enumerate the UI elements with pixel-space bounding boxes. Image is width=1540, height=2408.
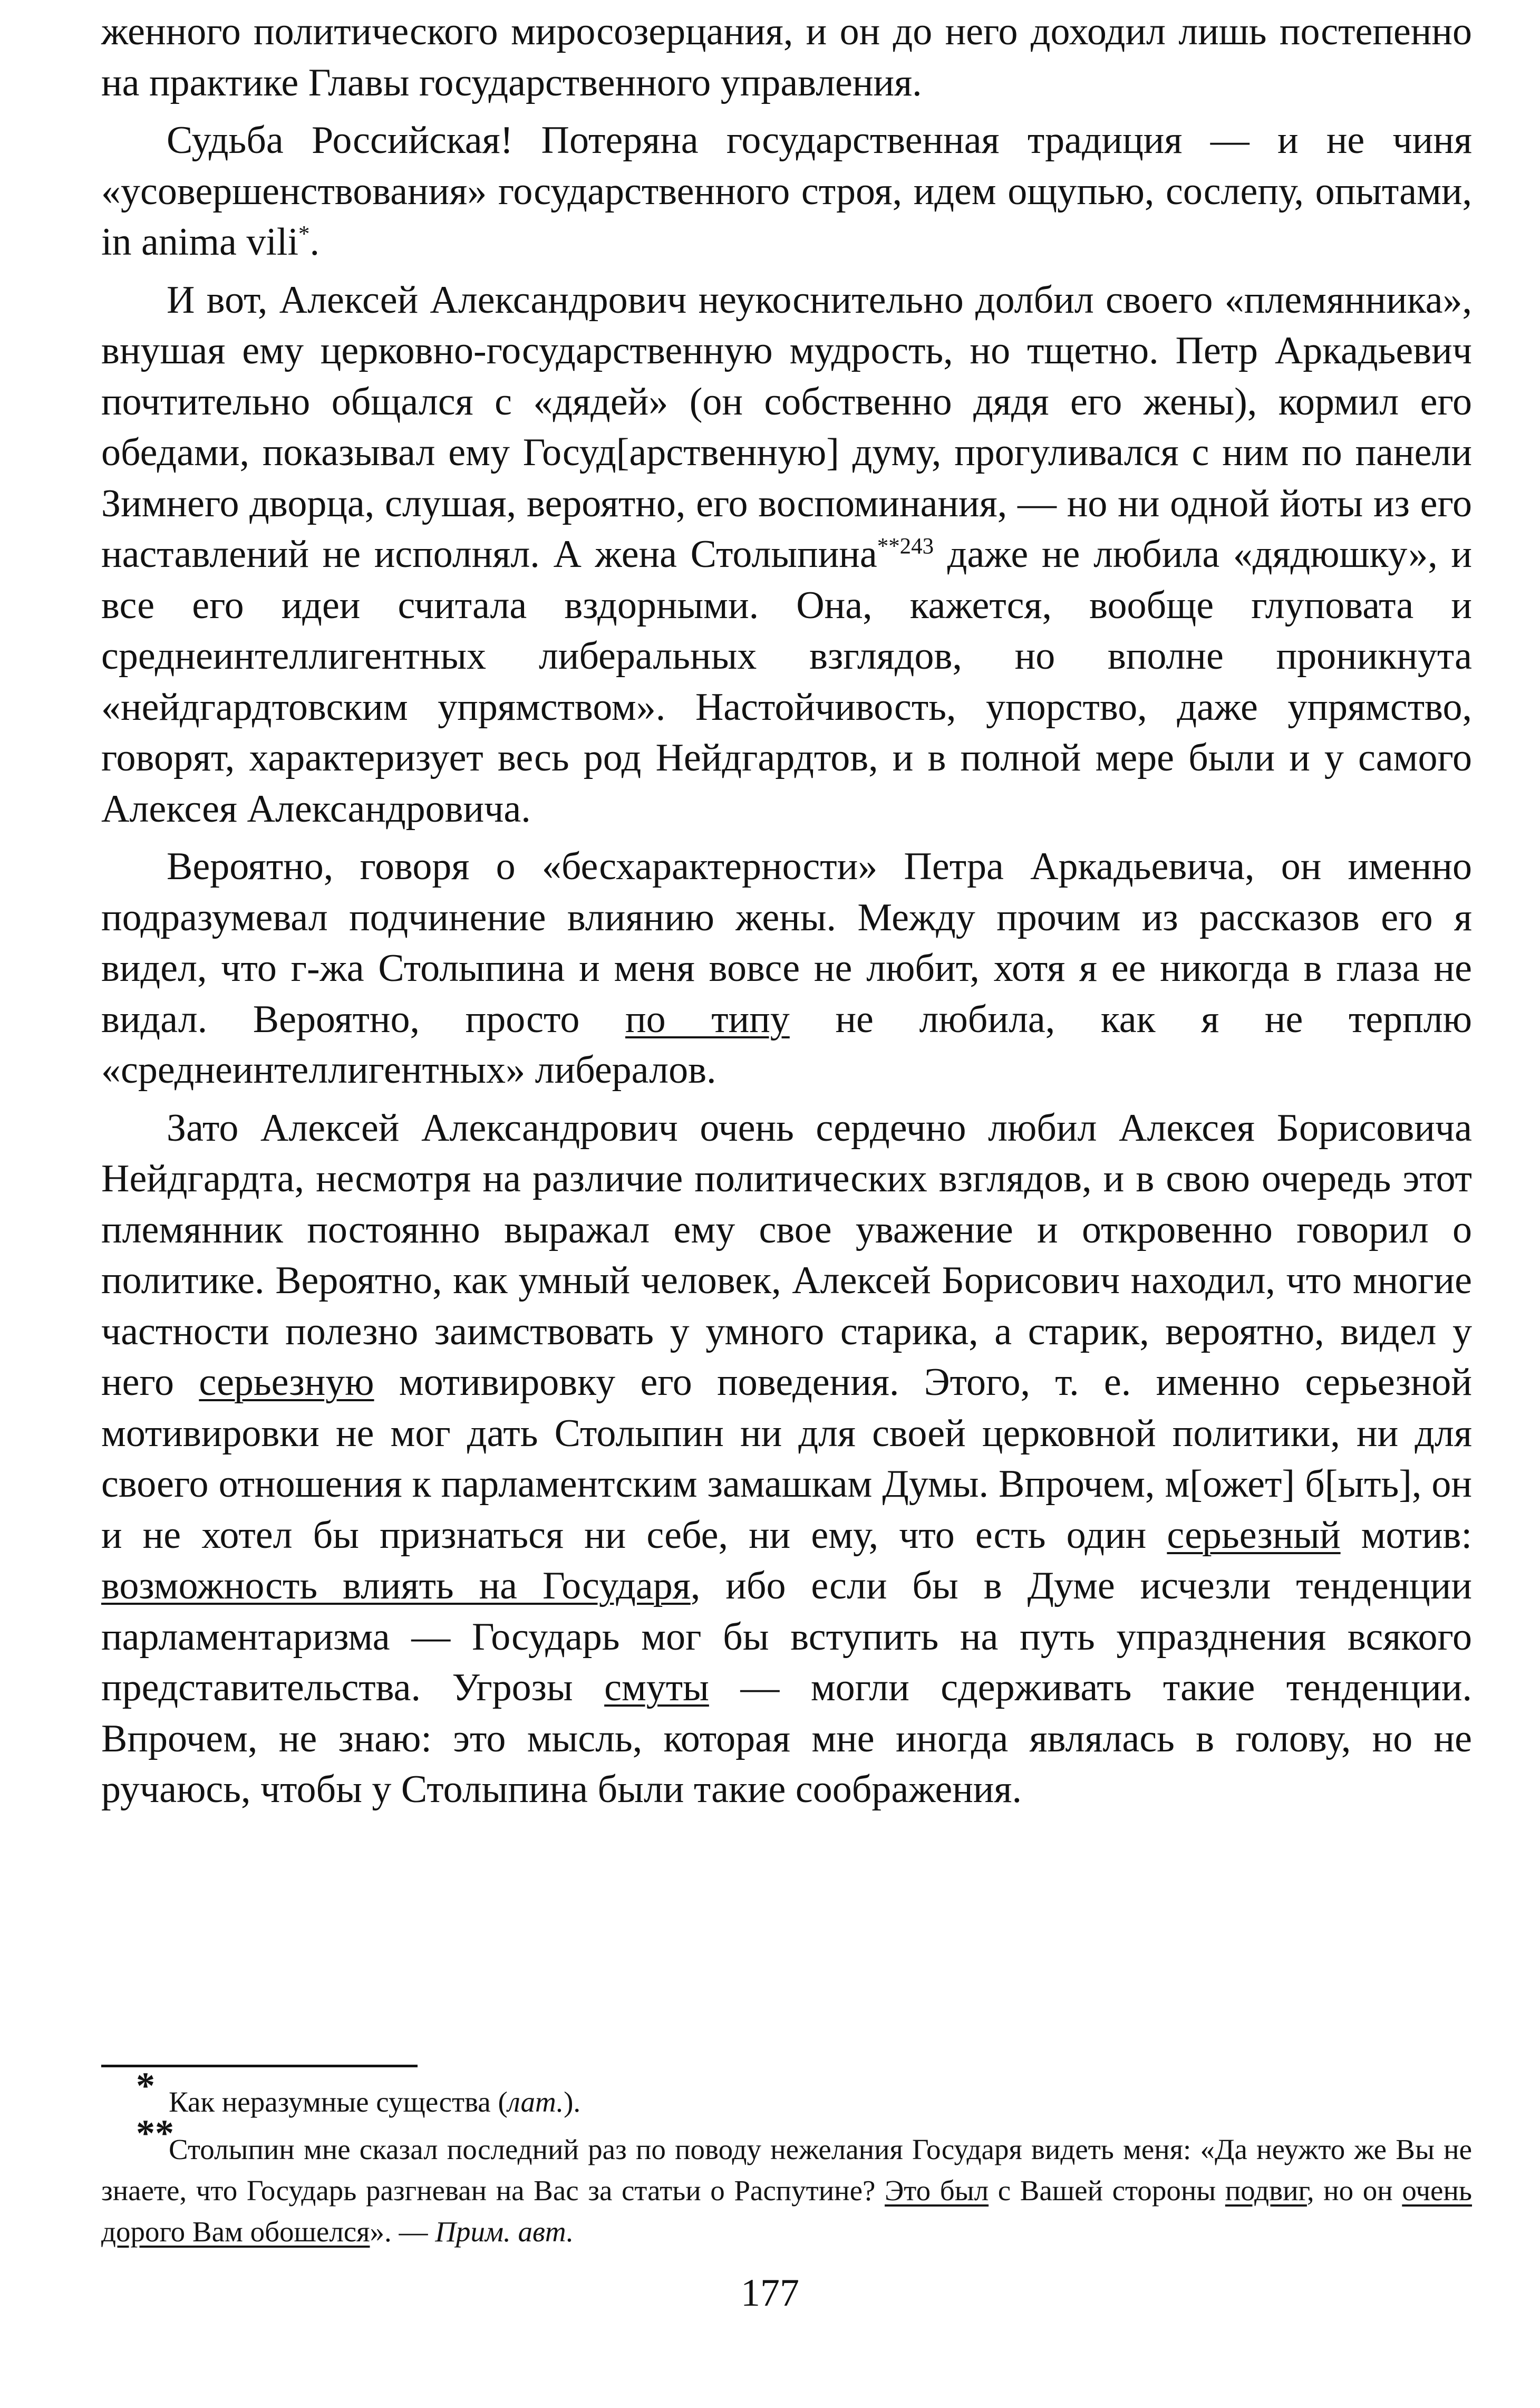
paragraph [101,275,1472,835]
page-number: 177 [741,2271,799,2315]
text-run: даже не любила «дядюшку», и все его идеи считала вздорными. Она, кажется, вообще глуповата и среднеинтеллигентных либеральных взглядов, но вполне проникнута «нейдгардтовским упрямством». Настойчивость, упорство, даже упрямство, говорят, характеризует весь род Нейдгардтов, и в полной мере были и у самого Алексея Александровича. [101,533,1472,831]
underlined-text: серьезный [1167,1513,1341,1557]
footnotes [101,2064,1472,2252]
main-text [101,6,1472,1815]
italic-text: Прим. авт. [435,2216,574,2248]
text-run: мотив: [1340,1513,1473,1557]
text-run: Столыпин мне сказал последний раз по поводу нежелания Государя видеть меня: «Да неужто же Вы не знаете, что Государь разгневан на Вас за статьи о Распутине? [101,2133,1472,2207]
text-run: не любила, как я не терплю «среднеинтеллигентных» либералов. [101,997,1472,1092]
paragraph [101,1103,1472,1815]
paragraph [101,115,1472,268]
text-run: — могли сдерживать такие тенденции. Впрочем, не знаю: это мысль, которая мне иногда являлась в голову, но не ручаюсь, чтобы у Столыпина были такие соображения. [101,1666,1472,1811]
underlined-text: подвиг [1225,2174,1307,2207]
underlined-text: Это был [885,2174,989,2207]
paragraph [101,841,1472,1096]
text-run: . [309,220,319,264]
italic-text: лат. [507,2086,564,2118]
footnote: * Как неразумные существа (лат.). [136,2064,581,2118]
text-run: Как неразумные существа ( [169,2086,508,2118]
text-run: Судьба Российская! Потеряна государственная традиция — и не чиня «усовершенствования» государственного строя, идем ощупью, сослепу, опытами, in anima vili [101,119,1472,264]
text-run: И вот, Алексей Александрович неукоснительно долбил своего «племянника», внушая ему церковно-государственную мудрость, но тщетно. Петр Аркадьевич почтительно общался с «дядей» (он собственно дядя его жены), кормил его обедами, показывал ему Госуд[арственную] думу, прогуливался с ним по панели Зимнего дворца, слушая, вероятно, его воспоминания, — но ни одной йоты из его наставлений не исполнял. А жена Столыпина [101,278,1472,576]
text-run: женного политического миросозерцания, и он до него доходил лишь постепенно на практике Главы государственного управления. [101,10,1472,104]
text-run: ). [564,2086,581,2118]
footnote: **Столыпин мне сказал последний раз по поводу нежелания Государя видеть меня: «Да неужто же Вы не знаете, что Государь разгневан на Вас за статьи о Распутине? Это был с Вашей стороны подвиг, но он очень дорого Вам обошелся». — Прим. авт. [101,2112,1472,2248]
footnote-reference: * [298,221,310,247]
text-run: ». — [370,2216,435,2248]
underlined-text: смуты [604,1666,709,1709]
text-run: , ибо если бы в Думе исчезли тенденции парламентаризма — Государь мог бы вступить на путь упразднения всякого представительства. Угрозы [101,1564,1472,1709]
underlined-text: очень дорого Вам обошелся [101,2174,1472,2248]
underlined-text: серьезную [199,1361,374,1404]
underlined-text: по типу [625,997,790,1041]
footnote-reference: **243 [877,534,934,559]
text-run: с Вашей стороны [989,2174,1225,2207]
text-run: мотивировку его поведения. Этого, т. е. именно серьезной мотивировки не мог дать Столыпин ни для своей церковной политики, ни для своего отношения к парламентским замашкам Думы. Впрочем, м[ожет] б[ыть], он и не хотел бы признаться ни себе, ни ему, что есть один [101,1361,1472,1557]
text-run: Зато Алексей Александрович очень сердечно любил Алексея Борисовича Нейдгардта, несмотря на различие политических взглядов, и в свою очередь этот племянник постоянно выражал ему свое уважение и откровенно говорил о политике. Вероятно, как умный человек, Алексей Борисович находил, что многие частности полезно заимствовать у умного старика, а старик, вероятно, видел у него [101,1106,1472,1404]
underlined-text: возможность влиять на Государя [101,1564,691,1607]
paragraph [101,6,1472,108]
text-run: Вероятно, говоря о «бесхарактерности» Петра Аркадьевича, он именно подразумевал подчинение влиянию жены. Между прочим из рассказов его я видел, что г-жа Столыпина и меня вовсе не любит, хотя я ее никогда в глаза не видал. Вероятно, просто [101,845,1472,1041]
text-run: , но он [1306,2174,1402,2207]
